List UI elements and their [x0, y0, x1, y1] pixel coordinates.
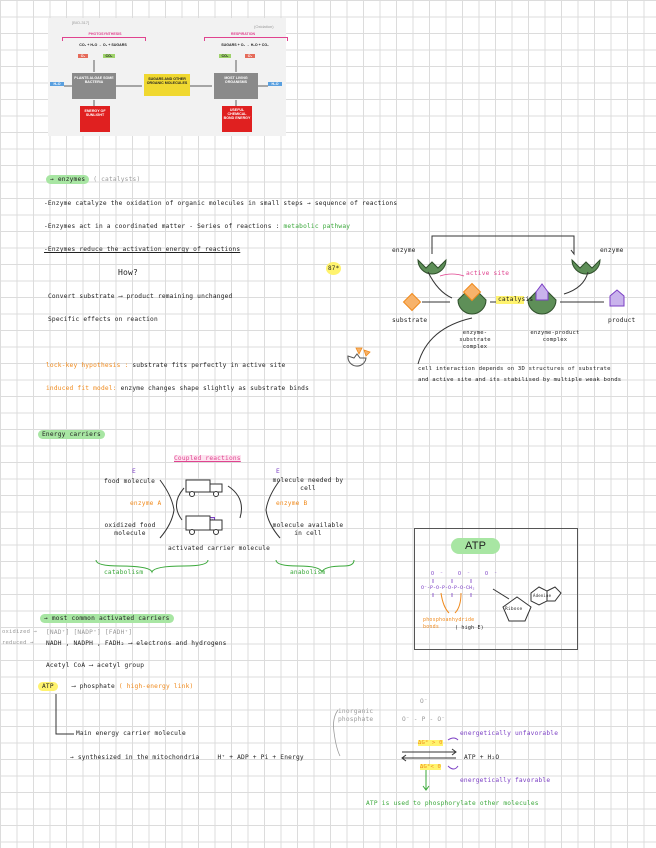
enzyme-shape-left	[418, 260, 446, 274]
oxidation-label: (Oxidation)	[254, 24, 274, 29]
product-label: product	[608, 317, 636, 324]
sunlight-box: ENERGY OF SUNLIGHT	[80, 106, 110, 132]
enzyme-b-label: enzyme B	[276, 500, 308, 507]
reduced-forms: NADH , NADPH , FADH₂ ⟶ electrons and hydrogens	[46, 640, 227, 647]
activated-carriers-heading: → most common activated carriers	[40, 615, 174, 622]
enzymes-line-2: -Enzymes act in a coordinated matter - Series of reactions : metabolic pathway	[44, 223, 351, 230]
delta-g-positive: ΔG° > 0	[418, 740, 443, 746]
svg-text:O⁻-P-O-P-O-P-O-CH₂: O⁻-P-O-P-O-P-O-CH₂	[421, 585, 476, 591]
diagram-caption-1: cell interaction depends on 3D structures of substrate	[418, 366, 611, 372]
main-carrier-line: Main energy carrier molecule	[76, 730, 186, 737]
atp-molecule	[415, 529, 577, 649]
co2-tag-right: CO₂	[219, 54, 231, 58]
photosynthesis-equation: CO₂ + H₂O → O₂ + SUGARS	[79, 43, 127, 47]
atp-h2o: ATP + H₂O	[464, 754, 500, 761]
energy-e-left: E	[132, 468, 136, 475]
inorganic-phosphate-label: inorganic phosphate	[338, 708, 374, 724]
page-badge: 87*	[326, 262, 341, 275]
photosynthesis-respiration-figure	[48, 18, 286, 136]
enzymes-line-4: Convert substrate ⟶ product remaining unchanged	[48, 293, 233, 300]
h2o-tag-right: H₂O	[268, 82, 282, 86]
sugars-box: SUGARS AND OTHER ORGANIC MOLECULES	[144, 74, 190, 96]
h2o-tag-left: H₂O	[50, 82, 64, 86]
molecule-available-label: molecule available in cell	[272, 522, 344, 538]
plants-box: PLANTS ALGAE SOME BACTERIA	[72, 73, 116, 99]
active-site-label: active site	[466, 270, 510, 277]
catabolism-label: catabolism	[104, 569, 144, 576]
truck-bottom	[186, 516, 210, 530]
enzyme-a-label: enzyme A	[130, 500, 162, 507]
organisms-box: MOST LIVING ORGANISMS	[214, 73, 258, 99]
substrate-label: substrate	[392, 317, 428, 324]
truck-top	[186, 480, 210, 492]
enzyme-label-left: enzyme	[392, 247, 416, 254]
phosphate-charges: O⁻ O⁻ O⁻	[431, 571, 504, 577]
delta-g-negative: ΔG°< 0	[420, 764, 442, 770]
lock-key-line: lock-key hypothesis : substrate fits perfectly in active site	[46, 362, 286, 369]
respiration-equation: SUGARS + O₂ → H₂O + CO₂	[221, 43, 269, 47]
es-complex-label: enzyme-substrate complex	[459, 330, 491, 351]
anabolism-label: anabolism	[290, 569, 326, 576]
energy-e-right: E	[276, 468, 280, 475]
high-energy-label: ( high E)	[455, 625, 484, 631]
diagram-caption-2: and active site and its stabilised by multiple weak bonds	[418, 377, 622, 383]
reduced-label: reduced →	[2, 640, 34, 646]
phosphorylate-line: ATP is used to phosphorylate other molecules	[366, 800, 539, 807]
enzymes-line-5: Specific effects on reaction	[48, 316, 158, 323]
coupled-reactions-label: Coupled reactions	[174, 455, 241, 462]
co2-tag-left: CO₂	[103, 54, 115, 58]
acetyl-coa-line: Acetyl CoA ⟶ acetyl group	[46, 662, 145, 669]
oxidized-forms: [NAD⁺] [NADP⁺] [FADH⁺]	[46, 629, 133, 636]
how-question: How?	[118, 268, 139, 277]
photosynthesis-title: PHOTOSYNTHESIS	[88, 32, 122, 36]
inorganic-bracket	[330, 708, 342, 758]
energy-carriers-heading: Energy carriers	[38, 431, 105, 438]
atp-line: ATP ⟶ phosphate ( high-energy link)	[38, 683, 193, 690]
energetically-unfavorable: energetically unfavorable	[460, 730, 559, 737]
atp-title: ATP	[451, 538, 500, 554]
energetically-favorable: energetically favorable	[460, 777, 551, 784]
product-shape	[610, 290, 624, 306]
figure-arrows	[48, 18, 286, 136]
lock-key-sketch	[342, 346, 372, 376]
substrate-diamond	[404, 294, 421, 311]
respiration-title: RESPIRATION	[230, 32, 256, 36]
coupled-reactions-diagram	[90, 468, 360, 578]
atp-structure-box	[414, 528, 578, 650]
activated-carrier-label: activated carrier molecule	[168, 545, 271, 552]
o2-tag-left: O₂	[78, 54, 88, 58]
enzymes-line-1: -Enzyme catalyze the oxidation of organic molecules in small steps → sequence of reactions	[44, 200, 398, 207]
ribose-label: Ribose	[505, 607, 523, 612]
molecule-needed-label: molecule needed by cell	[272, 477, 344, 493]
phosphate-structure: O⁻ - P - O⁻	[402, 716, 446, 723]
enzyme-shape-right	[572, 260, 600, 274]
figure-ref: [BIO-317]	[72, 20, 90, 25]
enzymes-heading: → enzymes ( catalysts)	[46, 176, 140, 183]
oxidized-food-label: oxidized food molecule	[104, 522, 156, 538]
chemical-energy-box: USEFUL CHEMICAL BOND ENERGY	[222, 106, 252, 132]
phosphoanhydride-bonds-label: phosphoanhydride bonds	[423, 617, 475, 630]
enzyme-label-right: enzyme	[600, 247, 624, 254]
food-molecule-label: food molecule	[104, 478, 156, 485]
oxidized-label: oxidized →	[2, 629, 38, 635]
o2-tag-right: O₂	[245, 54, 255, 58]
ep-complex-label: enzyme-product complex	[530, 330, 580, 344]
phosphate-o-top: O⁻	[420, 698, 428, 705]
adenine-label: Adenine	[533, 593, 552, 598]
product-complex-shape	[536, 284, 548, 300]
synthesized-line: → synthesized in the mitochondria H⁺ + ADP + Pi + Energy	[70, 754, 304, 761]
catalysis-label: catalysis	[498, 296, 534, 303]
induced-fit-line: induced fit model: enzyme changes shape slightly as substrate binds	[46, 385, 309, 392]
enzymes-line-3: -Enzymes reduce the activation energy of reactions	[44, 246, 241, 253]
